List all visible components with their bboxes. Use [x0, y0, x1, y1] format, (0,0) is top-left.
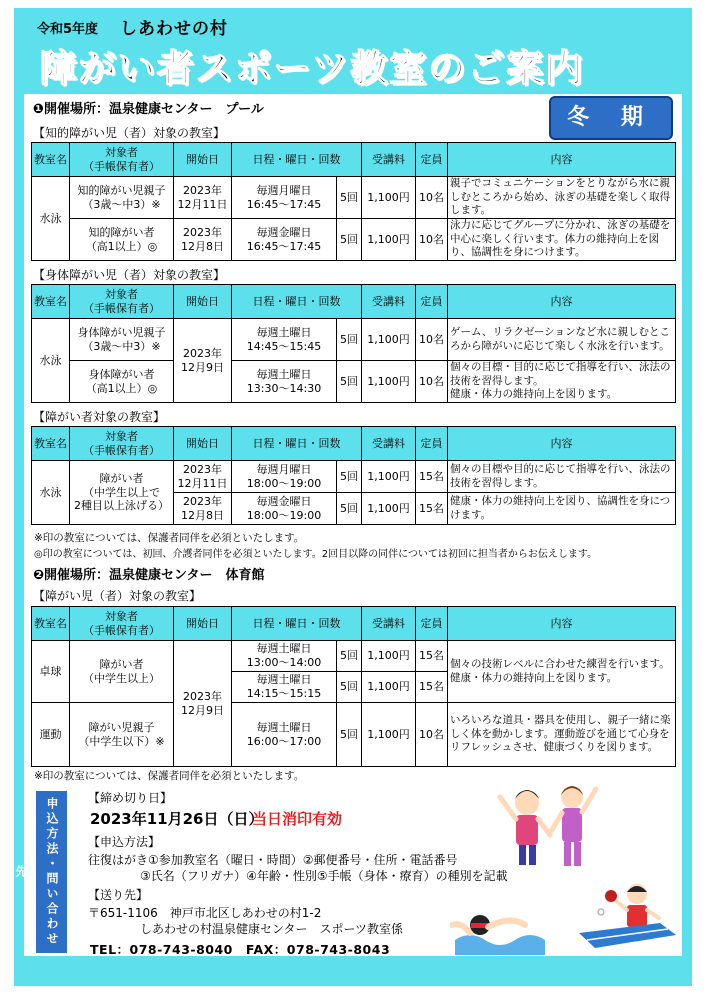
class-fee: 1,100円	[362, 461, 416, 493]
table-tennis-illustration	[575, 878, 680, 953]
class-schedule: 毎週月曜日 18:00～19:00	[232, 461, 337, 493]
page-title: 障がい者スポーツ教室のご案内	[40, 47, 585, 90]
header-start: 開始日	[174, 427, 232, 461]
group-c-title: 【障がい者対象の教室】	[33, 410, 166, 424]
class-target: 障がい者 （中学生以上で 2種目以上泳げる）	[70, 461, 174, 525]
class-start: 2023年 12月9日	[174, 641, 232, 767]
header-name: 教室名	[32, 427, 70, 461]
header-fee: 受講料	[362, 607, 416, 641]
header-content: 内容	[448, 427, 676, 461]
class-content: 親子でコミュニケーションをとりながら水に親しむところから始め、泳ぎの基礎を楽しく取得します。	[448, 177, 676, 219]
class-cap: 15名	[416, 461, 448, 493]
class-name: 水泳	[32, 319, 70, 403]
deadline-note: 当日消印有効	[252, 810, 343, 828]
class-start: 2023年 12月9日	[174, 319, 232, 403]
class-cap: 10名	[416, 361, 448, 403]
class-cap: 15名	[416, 641, 448, 672]
class-count: 5回	[337, 361, 362, 403]
header-cap: 定員	[416, 143, 448, 177]
class-cap: 10名	[416, 177, 448, 219]
header-target: 対象者 （手帳保有者）	[70, 607, 174, 641]
class-schedule: 毎週土曜日 13:30～14:30	[232, 361, 337, 403]
class-fee: 1,100円	[362, 219, 416, 261]
class-schedule: 毎週金曜日 16:45～17:45	[232, 219, 337, 261]
header-cap: 定員	[416, 285, 448, 319]
header-content: 内容	[448, 143, 676, 177]
season-badge: 冬 期	[549, 96, 673, 140]
class-count: 5回	[337, 641, 362, 672]
header-start: 開始日	[174, 607, 232, 641]
header-start: 開始日	[174, 285, 232, 319]
header-target: 対象者 （手帳保有者）	[70, 285, 174, 319]
class-target: 知的障がい者 （高1以上）◎	[70, 219, 174, 261]
header-name: 教室名	[32, 285, 70, 319]
destination-label: 【送り先】	[88, 888, 149, 902]
note-guardian-gym: ※印の教室については、保護者同伴を必須といたします。	[34, 770, 305, 782]
method-line-1: 往復はがき①参加教室名（曜日・時間）②郵便番号・住所・電話番号	[88, 853, 458, 867]
fiscal-year: 令和5年度	[37, 22, 99, 37]
class-name: 水泳	[32, 461, 70, 525]
class-cap: 15名	[416, 493, 448, 525]
class-target: 身体障がい児親子 （3歳～中3）※	[70, 319, 174, 361]
deadline-label: 【締め切り日】	[88, 791, 173, 805]
class-target: 障がい者 （中学生以上）	[70, 641, 174, 703]
class-fee: 1,100円	[362, 319, 416, 361]
class-count: 5回	[337, 461, 362, 493]
class-count: 5回	[337, 703, 362, 767]
header-name: 教室名	[32, 143, 70, 177]
destination-office: しあわせの村温泉健康センター スポーツ教室係	[140, 922, 404, 936]
class-content: ゲーム、リラクゼーションなど水に親しむところから障がいに応じて楽しく水泳を行います。	[448, 319, 676, 361]
class-content: 個々の技術レベルに合わせた練習を行います。健康・体力の維持向上を図ります。	[448, 641, 676, 703]
class-cap: 10名	[416, 319, 448, 361]
class-content: いろいろな道具・器具を使用し、親子一緒に楽しく体を動かします。運動遊びを通じて心身をリフレッシュさせ、健康づくりを図ります。	[448, 703, 676, 767]
header-fee: 受講料	[362, 285, 416, 319]
table-row	[32, 177, 676, 219]
class-name: 運動	[32, 703, 70, 767]
class-fee: 1,100円	[362, 493, 416, 525]
table-row	[32, 461, 676, 493]
note-caregiver: ◎印の教室については、初回、介護者同伴を必須といたします。2回目以降の同伴については初回に担当者からお伝えします。	[34, 549, 598, 560]
table-gym	[31, 606, 676, 767]
table-row	[32, 641, 676, 672]
class-name: 水泳	[32, 177, 70, 261]
class-schedule: 毎週土曜日 14:45～15:45	[232, 319, 337, 361]
class-fee: 1,100円	[362, 641, 416, 672]
header-cap: 定員	[416, 607, 448, 641]
village-name: しあわせの村	[120, 19, 228, 39]
header-fee: 受講料	[362, 427, 416, 461]
contact-phone-fax: TEL：078-743-8040 FAX：078-743-8043	[90, 942, 391, 957]
apply-sidebar: 申込方法・問い合わせ先	[36, 791, 67, 953]
method-line-2: ③氏名（フリガナ）④年齢・性別⑤手帳（身体・療育）の種別を記載	[140, 869, 508, 883]
class-fee: 1,100円	[362, 361, 416, 403]
class-count: 5回	[337, 177, 362, 219]
class-content: 個々の目標・目的に応じて指導を行い、泳法の技術を習得します。 健康・体力の維持向上を図ります。	[448, 361, 676, 403]
table-intellectual	[31, 142, 676, 261]
class-count: 5回	[337, 219, 362, 261]
group-a-title: 【知的障がい児（者）対象の教室】	[33, 126, 226, 140]
class-schedule: 毎週月曜日 16:45～17:45	[232, 177, 337, 219]
class-cap: 15名	[416, 672, 448, 703]
venue-2-title: ❷開催場所：温泉健康センター 体育館	[33, 568, 265, 583]
class-fee: 1,100円	[362, 177, 416, 219]
group-d-title: 【障がい児（者）対象の教室】	[33, 589, 202, 603]
class-content: 健康・体力の維持向上を図り、協調性を身につけます。	[448, 493, 676, 525]
class-count: 5回	[337, 493, 362, 525]
destination-address: 〒651-1106 神戸市北区しあわせの村1-2	[88, 906, 322, 920]
table-physical	[31, 284, 676, 403]
class-start: 2023年 12月11日	[174, 461, 232, 493]
note-guardian: ※印の教室については、保護者同伴を必須といたします。	[34, 532, 305, 544]
class-schedule: 毎週土曜日 14:15～15:15	[232, 672, 337, 703]
stretching-kids-illustration	[492, 775, 602, 870]
venue-1-title: ❶開催場所：温泉健康センター プール	[33, 102, 264, 117]
header-name: 教室名	[32, 607, 70, 641]
header-schedule: 日程・曜日・回数	[232, 427, 362, 461]
header-target: 対象者 （手帳保有者）	[70, 143, 174, 177]
header-target: 対象者 （手帳保有者）	[70, 427, 174, 461]
class-start: 2023年 12月11日	[174, 177, 232, 219]
header-cap: 定員	[416, 427, 448, 461]
header-schedule: 日程・曜日・回数	[232, 285, 362, 319]
header-fee: 受講料	[362, 143, 416, 177]
table-row	[32, 703, 676, 767]
header-schedule: 日程・曜日・回数	[232, 607, 362, 641]
header-content: 内容	[448, 607, 676, 641]
class-start: 2023年 12月8日	[174, 493, 232, 525]
deadline-date: 2023年11月26日（日）	[90, 810, 264, 828]
class-content: 泳力に応じてグループに分かれ、泳ぎの基礎を中心に楽しく行います。体力の維持向上を図り、協調性を身につけます。	[448, 219, 676, 261]
header-start: 開始日	[174, 143, 232, 177]
class-count: 5回	[337, 319, 362, 361]
class-content: 個々の目標や目的に応じて指導を行い、泳法の技術を習得します。	[448, 461, 676, 493]
class-cap: 10名	[416, 703, 448, 767]
class-fee: 1,100円	[362, 672, 416, 703]
class-schedule: 毎週金曜日 18:00～19:00	[232, 493, 337, 525]
class-start: 2023年 12月8日	[174, 219, 232, 261]
class-target: 知的障がい児親子 （3歳～中3）※	[70, 177, 174, 219]
class-schedule: 毎週土曜日 13:00～14:00	[232, 641, 337, 672]
method-label: 【申込方法】	[88, 835, 161, 849]
class-name: 卓球	[32, 641, 70, 703]
header-schedule: 日程・曜日・回数	[232, 143, 362, 177]
class-fee: 1,100円	[362, 703, 416, 767]
class-count: 5回	[337, 672, 362, 703]
class-schedule: 毎週土曜日 16:00～17:00	[232, 703, 337, 767]
table-row	[32, 361, 676, 403]
class-cap: 10名	[416, 219, 448, 261]
table-disabled	[31, 426, 676, 525]
class-target: 身体障がい者 （高1以上）◎	[70, 361, 174, 403]
class-target: 障がい児親子 （中学生以下）※	[70, 703, 174, 767]
header-content: 内容	[448, 285, 676, 319]
swimmer-illustration	[450, 895, 545, 955]
table-row	[32, 219, 676, 261]
table-row	[32, 319, 676, 361]
group-b-title: 【身体障がい児（者）対象の教室】	[33, 268, 226, 282]
